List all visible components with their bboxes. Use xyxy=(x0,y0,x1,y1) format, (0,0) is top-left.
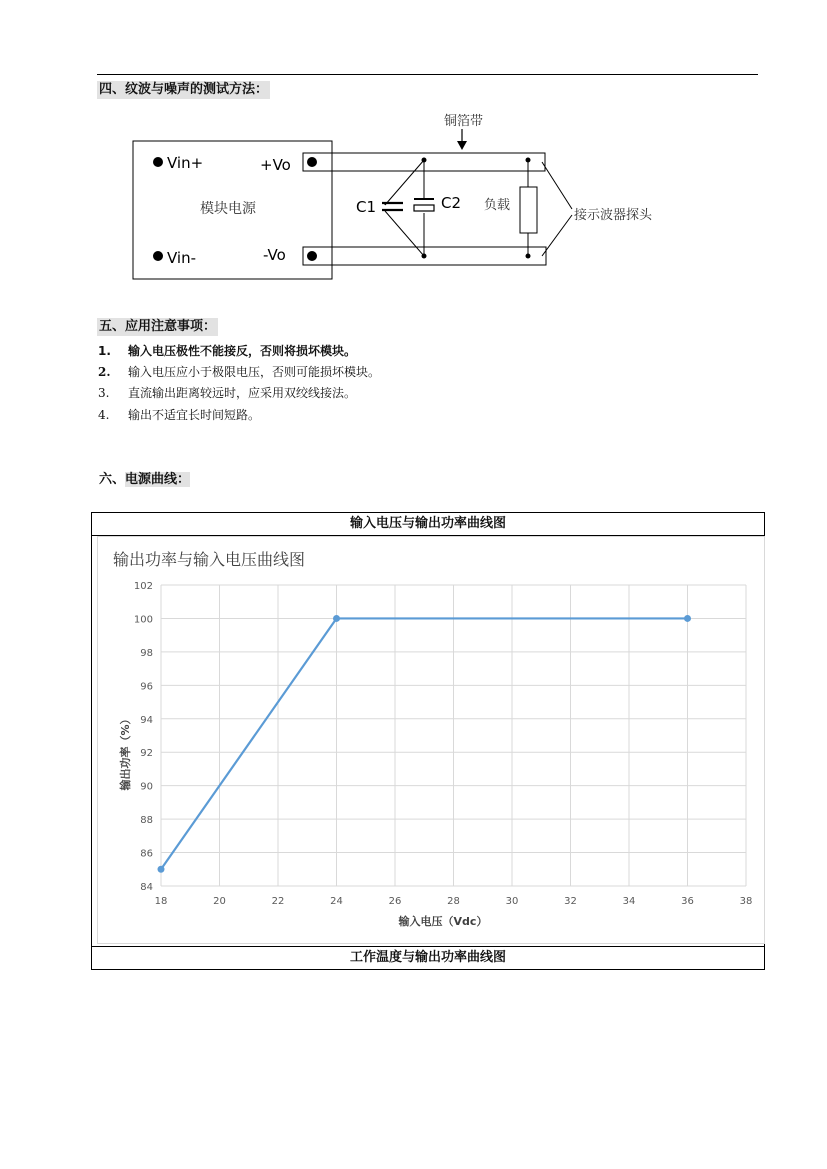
chart-frame xyxy=(97,536,765,944)
section4-heading: 四、纹波与噪声的测试方法： xyxy=(99,82,269,97)
vo-minus-label: -Vo xyxy=(263,246,286,264)
x-tick-label: 30 xyxy=(505,896,519,907)
table-header-voltage: 输入电压与输出功率曲线图 xyxy=(92,513,764,536)
table-header-temp-row xyxy=(92,946,764,969)
module-label: 模块电源 xyxy=(200,201,256,217)
x-tick-label: 32 xyxy=(564,896,577,907)
power-vs-voltage-chart xyxy=(98,537,764,943)
section6-heading: 六、电源曲线： xyxy=(99,472,191,487)
ripple-test-circuit xyxy=(120,105,690,285)
note-item-4: 4. 输出不适宜长时间短路。 xyxy=(98,408,261,422)
y-tick-label: 94 xyxy=(140,714,153,726)
vin-minus-label: Vin- xyxy=(167,249,197,267)
copper-arrow-head xyxy=(457,141,467,150)
chart-title: 输出功率与输入电压曲线图 xyxy=(113,550,306,569)
table-header-temp: 工作温度与输出功率曲线图 xyxy=(349,950,506,965)
c2-label: C2 xyxy=(441,194,462,212)
vin-plus-terminal xyxy=(153,157,163,167)
x-tick-label: 34 xyxy=(622,896,636,907)
data-point xyxy=(158,866,165,873)
y-tick-label: 92 xyxy=(140,748,153,760)
y-tick-label: 100 xyxy=(133,614,153,626)
data-point xyxy=(684,615,691,622)
x-tick-label: 28 xyxy=(447,896,460,907)
probe-label: 接示波器探头 xyxy=(574,208,653,223)
vin-plus-label: Vin+ xyxy=(167,154,204,172)
note-item-1: 1. 输入电压极性不能接反，否则将损坏模块。 xyxy=(98,344,357,358)
y-tick-label: 90 xyxy=(140,781,153,793)
note-item-3: 3. 直流输出距离较远时，应采用双绞线接法。 xyxy=(98,386,357,400)
data-point xyxy=(333,615,340,622)
x-tick-label: 26 xyxy=(388,896,402,907)
x-tick-label: 18 xyxy=(154,896,168,907)
y-tick-label: 98 xyxy=(140,647,153,659)
y-axis-label: 输出功率（%） xyxy=(119,713,132,791)
x-tick-label: 38 xyxy=(739,896,753,907)
c2-plate-bottom xyxy=(414,205,434,211)
x-axis-label: 输入电压（Vdc） xyxy=(398,915,488,928)
vo-minus-terminal xyxy=(307,251,317,261)
y-tick-label: 102 xyxy=(133,581,153,592)
y-tick-label: 86 xyxy=(140,848,153,860)
x-tick-label: 22 xyxy=(271,896,285,907)
note-item-2: 2. 输入电压应小于极限电压，否则可能损坏模块。 xyxy=(98,365,381,379)
section5-heading: 五、应用注意事项： xyxy=(99,319,217,334)
load-label: 负载 xyxy=(484,198,511,213)
top-rule xyxy=(97,74,758,75)
series-line xyxy=(161,618,688,869)
y-tick-label: 84 xyxy=(140,882,153,893)
c1-label: C1 xyxy=(356,198,377,216)
x-tick-label: 20 xyxy=(213,896,226,907)
vo-plus-terminal xyxy=(307,157,317,167)
copper-label: 铜箔带 xyxy=(444,114,484,129)
vin-minus-terminal xyxy=(153,251,163,261)
y-tick-label: 96 xyxy=(140,681,153,693)
x-tick-label: 24 xyxy=(330,896,343,907)
x-tick-label: 36 xyxy=(681,896,694,907)
vo-plus-label: +Vo xyxy=(260,156,291,174)
y-tick-label: 88 xyxy=(140,815,153,827)
load-resistor xyxy=(520,187,537,233)
